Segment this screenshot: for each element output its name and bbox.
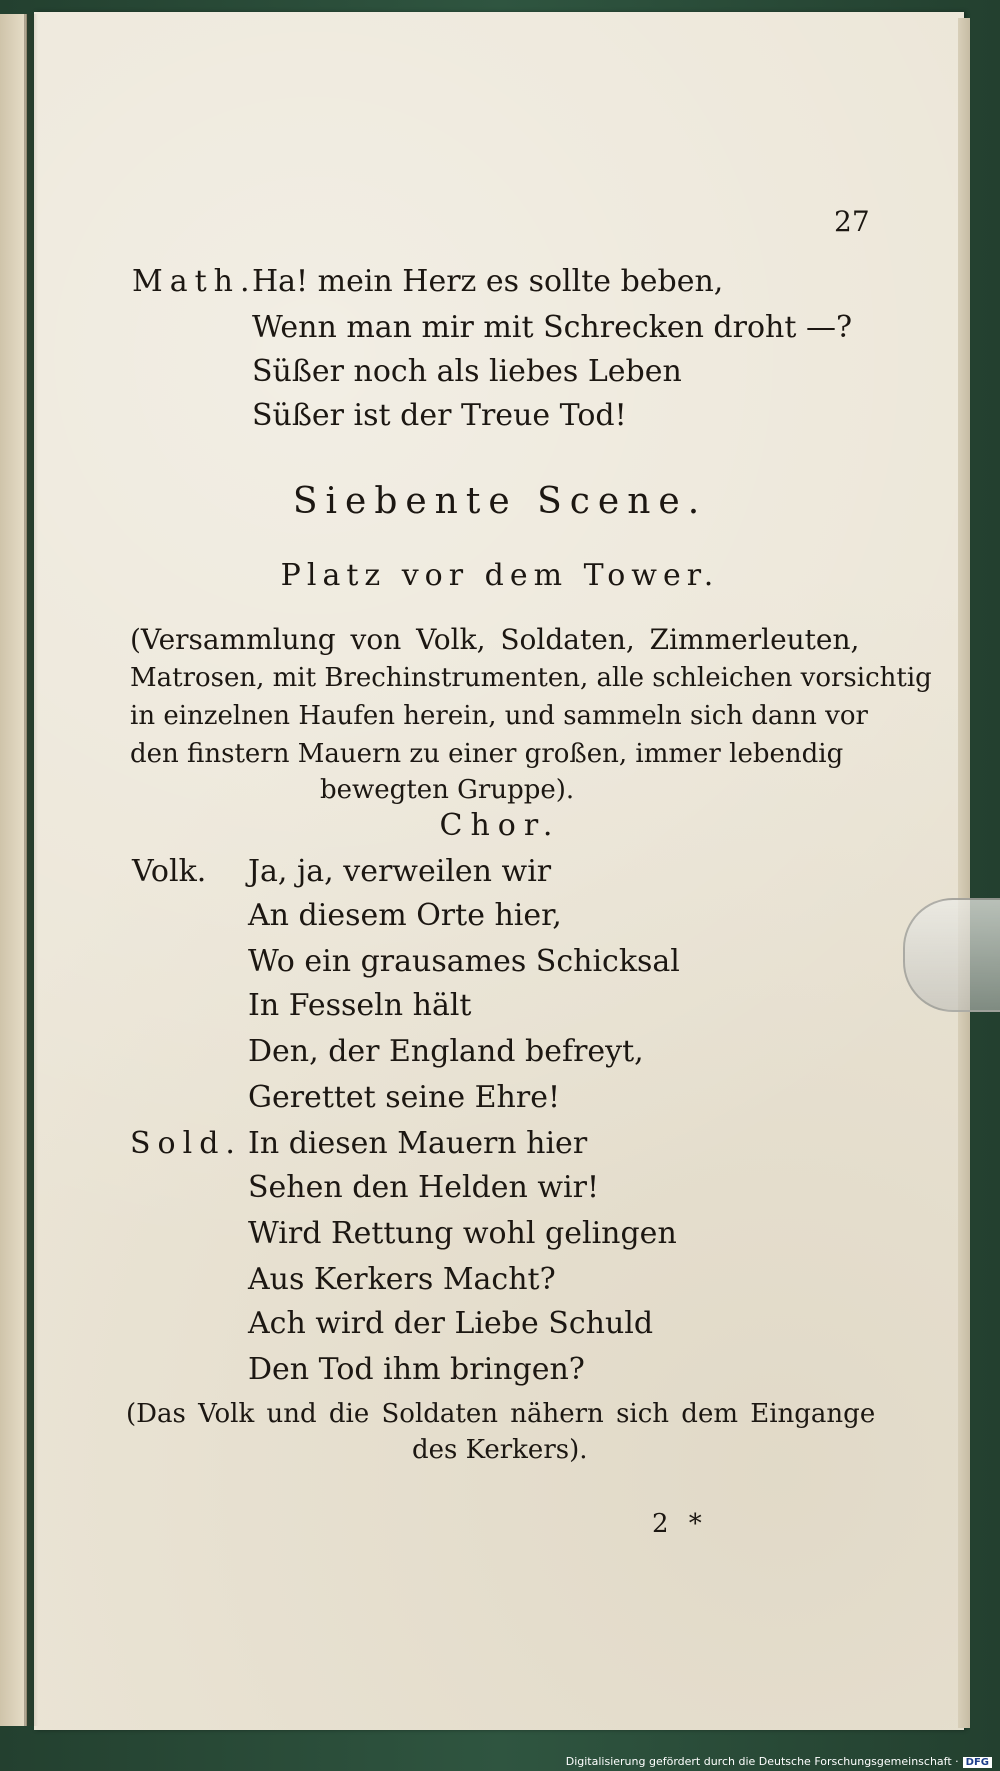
verse-line: Süßer noch als liebes Leben (252, 354, 682, 389)
credit-text: Digitalisierung gefördert durch die Deutsche Forschungsgemeinschaft · (565, 1755, 959, 1768)
speaker-soldaten: Sold. (130, 1126, 242, 1161)
page-clip (903, 898, 1000, 1012)
stage-direction-line: (Versammlung von Volk, Soldaten, Zimmerleuten, (130, 623, 860, 656)
right-page-edge (958, 18, 970, 1728)
speaker-mathilde: Math. (132, 264, 257, 299)
signature-mark: 2 * (652, 1509, 708, 1539)
page-number: 27 (834, 205, 870, 238)
scene-place: Platz vor dem Tower. (280, 558, 720, 593)
spine-shadow (24, 14, 38, 1726)
verse-line: Den Tod ihm bringen? (248, 1352, 585, 1387)
verse-line: An diesem Orte hier, (248, 898, 562, 933)
verse-line: Den, der England befreyt, (248, 1034, 644, 1069)
verse-line: Aus Kerkers Macht? (248, 1262, 556, 1297)
stage-direction-line: bewegten Gruppe). (320, 775, 575, 805)
stage-direction-line: des Kerkers). (412, 1435, 588, 1465)
verse-line: Wenn man mir mit Schrecken droht —? (252, 310, 853, 345)
stage-direction-line: Matrosen, mit Brechinstrumenten, alle schleichen vorsichtig (130, 663, 932, 693)
left-page-edge (0, 14, 27, 1726)
verse-line: In diesen Mauern hier (248, 1126, 588, 1161)
verse-line: In Fesseln hält (248, 988, 472, 1023)
verse-line: Wo ein grausames Schicksal (248, 944, 680, 979)
verse-line: Wird Rettung wohl gelingen (248, 1216, 677, 1251)
verse-line: Ha! mein Herz es sollte beben, (252, 264, 724, 299)
verse-line: Gerettet seine Ehre! (248, 1080, 560, 1115)
scene-title: Siebente Scene. (292, 481, 708, 522)
chorus-heading: Chor. (439, 808, 561, 843)
verse-line: Ja, ja, verweilen wir (248, 854, 552, 889)
verse-line: Süßer ist der Treue Tod! (252, 398, 627, 433)
stage-direction-line: (Das Volk und die Soldaten nähern sich dem Eingange (126, 1399, 876, 1429)
stage-direction-line: in einzelnen Haufen herein, und sammeln sich dann vor (130, 701, 868, 731)
verse-line: Ach wird der Liebe Schuld (248, 1306, 654, 1341)
speaker-volk: Volk. (132, 854, 207, 889)
verse-line: Sehen den Helden wir! (248, 1170, 600, 1205)
digitization-credit (566, 1755, 992, 1768)
dfg-logo: DFG (963, 1757, 992, 1768)
stage-direction-line: den finstern Mauern zu einer großen, immer lebendig (130, 739, 844, 769)
